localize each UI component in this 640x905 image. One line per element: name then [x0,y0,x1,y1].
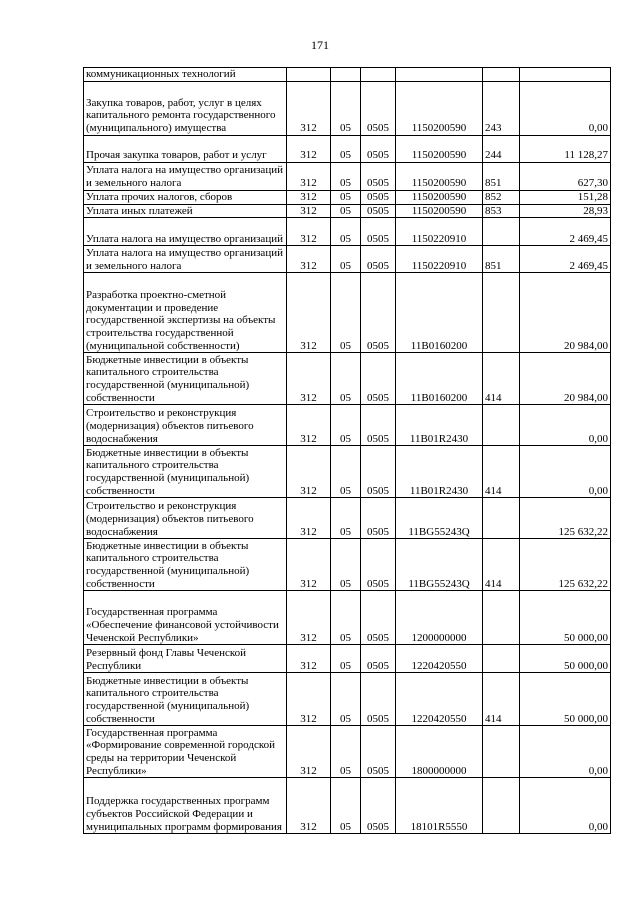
row-expense-type: 414 [483,353,520,405]
row-code-2: 05 [331,498,361,539]
row-code-1: 312 [287,353,331,405]
row-target-article: 1150200590 [396,81,483,135]
table-row [84,539,611,591]
row-name: Бюджетные инвестиции в объекты капитального строительства государственной (муниципальной) собственности [84,446,287,498]
row-sum: 50 000,00 [520,645,611,673]
row-name: Государственная программа «Обеспечение финансовой устойчивости Чеченской Республики» [84,591,287,645]
row-sum: 50 000,00 [520,591,611,645]
row-target-article: 11В0160200 [396,273,483,353]
row-name: Резервный фонд Главы Чеченской Республики [84,645,287,673]
row-name: Бюджетные инвестиции в объекты капитального строительства государственной (муниципальной) собственности [84,673,287,726]
row-sum: 0,00 [520,726,611,778]
row-expense-type [483,726,520,778]
row-code-1: 312 [287,135,331,162]
table-row [84,405,611,446]
row-sum: 50 000,00 [520,673,611,726]
table-row [84,353,611,405]
row-code-3: 0505 [361,190,396,204]
table-row [84,498,611,539]
row-code-1: 312 [287,778,331,834]
row-code-3: 0505 [361,778,396,834]
row-name: Государственная программа «Формирование современной городской среды на территории Чеченской Республики» [84,726,287,778]
row-target-article: 1150200590 [396,204,483,218]
row-code-2: 05 [331,726,361,778]
row-code-1: 312 [287,218,331,246]
table-row [84,204,611,218]
table-row [84,645,611,673]
row-code-2: 05 [331,162,361,190]
row-name: Уплата налога на имущество организаций [84,218,287,246]
row-code-3: 0505 [361,673,396,726]
row-sum: 0,00 [520,81,611,135]
row-code-1: 312 [287,498,331,539]
row-code-2: 05 [331,673,361,726]
row-sum: 2 469,45 [520,246,611,273]
row-expense-type: 414 [483,446,520,498]
row-code-3: 0505 [361,405,396,446]
row-code-1 [287,68,331,82]
row-code-1: 312 [287,446,331,498]
row-code-1: 312 [287,81,331,135]
row-code-1: 312 [287,273,331,353]
row-sum: 28,93 [520,204,611,218]
row-name: Уплата налога на имущество организаций и земельного налога [84,162,287,190]
row-expense-type: 414 [483,539,520,591]
row-name: Разработка проектно-сметной документации и проведение государственной экспертизы на объекты строительства государственной (муниципальной собственности) [84,273,287,353]
row-code-2: 05 [331,591,361,645]
row-target-article [396,68,483,82]
row-name: Бюджетные инвестиции в объекты капитального строительства государственной (муниципальной) собственности [84,539,287,591]
row-code-3: 0505 [361,498,396,539]
row-expense-type [483,68,520,82]
row-sum: 0,00 [520,778,611,834]
row-target-article: 18101R5550 [396,778,483,834]
row-expense-type [483,405,520,446]
row-name: Строительство и реконструкция (модернизация) объектов питьевого водоснабжения [84,498,287,539]
row-code-1: 312 [287,246,331,273]
row-sum: 0,00 [520,446,611,498]
row-sum: 627,30 [520,162,611,190]
row-target-article: 1200000000 [396,591,483,645]
row-target-article: 1220420550 [396,645,483,673]
row-target-article: 1150200590 [396,190,483,204]
row-code-3: 0505 [361,273,396,353]
row-expense-type: 853 [483,204,520,218]
row-expense-type: 851 [483,162,520,190]
row-code-2: 05 [331,405,361,446]
row-expense-type [483,778,520,834]
table-row [84,726,611,778]
row-expense-type [483,591,520,645]
row-code-2: 05 [331,204,361,218]
row-name: Уплата прочих налогов, сборов [84,190,287,204]
row-expense-type [483,273,520,353]
row-code-1: 312 [287,204,331,218]
row-target-article: 11В0160200 [396,353,483,405]
row-expense-type: 243 [483,81,520,135]
table-row [84,673,611,726]
row-code-2: 05 [331,218,361,246]
row-target-article: 1150220910 [396,218,483,246]
row-sum: 11 128,27 [520,135,611,162]
row-expense-type: 851 [483,246,520,273]
row-expense-type: 244 [483,135,520,162]
row-code-3: 0505 [361,591,396,645]
row-code-2: 05 [331,539,361,591]
row-code-2 [331,68,361,82]
row-name: Бюджетные инвестиции в объекты капитального строительства государственной (муниципальной) собственности [84,353,287,405]
row-code-3: 0505 [361,246,396,273]
row-code-3: 0505 [361,539,396,591]
table-row [84,190,611,204]
row-expense-type [483,218,520,246]
row-name: Прочая закупка товаров, работ и услуг [84,135,287,162]
row-name: Поддержка государственных программ субъектов Российской Федерации и муниципальных программ формирования [84,778,287,834]
row-code-3: 0505 [361,446,396,498]
row-code-2: 05 [331,353,361,405]
row-sum: 20 984,00 [520,273,611,353]
row-target-article: 1150200590 [396,162,483,190]
row-code-3: 0505 [361,81,396,135]
table-row [84,591,611,645]
row-code-2: 05 [331,190,361,204]
row-code-1: 312 [287,645,331,673]
row-name: Закупка товаров, работ, услуг в целях капитального ремонта государственного (муниципального) имущества [84,81,287,135]
page-number: 171 [311,38,329,52]
row-code-3: 0505 [361,645,396,673]
row-expense-type: 414 [483,673,520,726]
table-row [84,778,611,834]
table-row [84,273,611,353]
row-name: Строительство и реконструкция (модернизация) объектов питьевого водоснабжения [84,405,287,446]
row-code-1: 312 [287,190,331,204]
row-target-article: 1150200590 [396,135,483,162]
row-sum: 2 469,45 [520,218,611,246]
row-code-3 [361,68,396,82]
row-code-2: 05 [331,446,361,498]
row-code-1: 312 [287,673,331,726]
table-row [84,81,611,135]
row-code-1: 312 [287,591,331,645]
row-target-article: 1150220910 [396,246,483,273]
table-row [84,446,611,498]
row-code-2: 05 [331,778,361,834]
table-row [84,68,611,82]
row-code-3: 0505 [361,162,396,190]
row-code-2: 05 [331,81,361,135]
row-code-2: 05 [331,273,361,353]
row-code-2: 05 [331,645,361,673]
row-code-1: 312 [287,726,331,778]
row-sum: 0,00 [520,405,611,446]
row-code-1: 312 [287,539,331,591]
row-code-3: 0505 [361,218,396,246]
row-target-article: 11BG55243Q [396,539,483,591]
table-row [84,218,611,246]
row-sum: 151,28 [520,190,611,204]
table-row [84,135,611,162]
row-sum: 20 984,00 [520,353,611,405]
row-name: Уплата налога на имущество организаций и земельного налога [84,246,287,273]
row-code-3: 0505 [361,135,396,162]
budget-table [83,67,611,834]
row-name: коммуникационных технологий [84,68,287,82]
row-target-article: 1220420550 [396,673,483,726]
row-code-2: 05 [331,135,361,162]
row-code-1: 312 [287,405,331,446]
row-code-3: 0505 [361,353,396,405]
table-row [84,162,611,190]
row-target-article: 11В01R2430 [396,405,483,446]
row-sum: 125 632,22 [520,498,611,539]
row-expense-type: 852 [483,190,520,204]
row-target-article: 11BG55243Q [396,498,483,539]
row-code-2: 05 [331,246,361,273]
row-code-3: 0505 [361,204,396,218]
row-code-3: 0505 [361,726,396,778]
row-code-1: 312 [287,162,331,190]
row-expense-type [483,645,520,673]
table-row [84,246,611,273]
row-expense-type [483,498,520,539]
row-target-article: 11В01R2430 [396,446,483,498]
row-sum: 125 632,22 [520,539,611,591]
row-target-article: 1800000000 [396,726,483,778]
budget-table-body [84,68,611,834]
row-sum [520,68,611,82]
row-name: Уплата иных платежей [84,204,287,218]
